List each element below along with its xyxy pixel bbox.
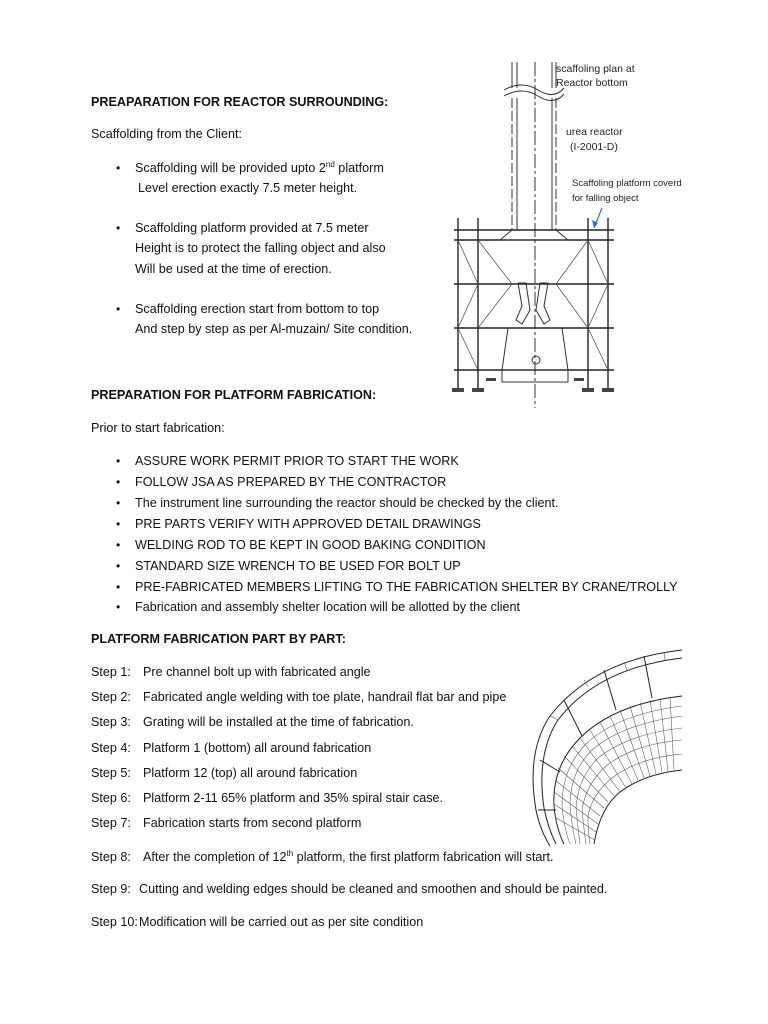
scaffolding-diagram (452, 58, 682, 414)
prior-item: PRE-FABRICATED MEMBERS LIFTING TO THE FABRICATION SHELTER BY CRANE/TROLLY (135, 580, 678, 594)
step-item: Step 2: Fabricated angle welding with toe plate, handrail flat bar and pipe (91, 690, 507, 704)
step-item-9: Step 9: Cutting and welding edges should be cleaned and smoothen and should be painted. (91, 882, 608, 896)
bullet-dot: • (116, 559, 121, 573)
bullet-dot: • (116, 580, 121, 594)
bullet-dot: • (116, 454, 121, 468)
bullet-2-line-3: Will be used at the time of erection. (135, 262, 332, 276)
prior-item: PRE PARTS VERIFY WITH APPROVED DETAIL DRAWINGS (135, 517, 481, 531)
bullet-dot: • (116, 496, 121, 510)
label-plan-line-2: Reactor bottom (556, 77, 628, 89)
label-reactor-line-2: (I-2001-D) (570, 141, 618, 153)
label-cover-line-2: for falling object (572, 193, 639, 204)
step-item: Step 5: Platform 12 (top) all around fabrication (91, 766, 358, 780)
label-cover-line-1: Scaffoling platform coverd (572, 178, 682, 189)
step-item: Step 3: Grating will be installed at the time of fabrication. (91, 715, 414, 729)
section-heading-part-by-part: PLATFORM FABRICATION PART BY PART: (91, 632, 346, 646)
section-heading-fabrication: PREPARATION FOR PLATFORM FABRICATION: (91, 388, 377, 402)
bullet-dot: • (116, 475, 121, 489)
label-plan-line-1: scaffoling plan at (556, 63, 635, 75)
prior-item: The instrument line surrounding the reactor should be checked by the client. (135, 496, 559, 510)
step-item: Step 7: Fabrication starts from second platform (91, 816, 362, 830)
bullet-1-line-2: Level erection exactly 7.5 meter height. (138, 181, 358, 195)
section-heading-reactor: PREAPARATION FOR REACTOR SURROUNDING: (91, 95, 389, 109)
step-item: Step 4: Platform 1 (bottom) all around fabrication (91, 741, 372, 755)
bullet-2-line-1: Scaffolding platform provided at 7.5 meter (135, 221, 369, 235)
prior-item: WELDING ROD TO BE KEPT IN GOOD BAKING CONDITION (135, 538, 486, 552)
step-item: Step 1: Pre channel bolt up with fabricated angle (91, 665, 371, 679)
bullet-dot: • (116, 600, 121, 614)
prior-item: STANDARD SIZE WRENCH TO BE USED FOR BOLT UP (135, 559, 461, 573)
step-item-10: Step 10:Modification will be carried out as per site condition (91, 915, 424, 929)
prior-item: ASSURE WORK PERMIT PRIOR TO START THE WORK (135, 454, 459, 468)
step-item: Step 6: Platform 2-11 65% platform and 35% spiral stair case. (91, 791, 444, 805)
bullet-dot: • (116, 538, 121, 552)
subheading-scaffolding: Scaffolding from the Client: (91, 127, 242, 141)
platform-grating-diagram (524, 640, 686, 850)
subheading-prior-to-start: Prior to start fabrication: (91, 421, 225, 435)
bullet-1-line-1: Scaffolding will be provided upto 2nd platform (135, 160, 384, 175)
bullet-3-line-2: And step by step as per Al-muzain/ Site condition. (135, 322, 413, 336)
bullet-dot: • (116, 302, 121, 316)
bullet-dot: • (116, 517, 121, 531)
bullet-dot: • (116, 161, 121, 175)
prior-item: Fabrication and assembly shelter location will be allotted by the client (135, 600, 521, 614)
bullet-2-line-2: Height is to protect the falling object and also (135, 241, 386, 255)
step-item-8: Step 8: After the completion of 12th platform, the first platform fabrication will start. (91, 849, 554, 864)
prior-item: FOLLOW JSA AS PREPARED BY THE CONTRACTOR (135, 475, 447, 489)
bullet-dot: • (116, 221, 121, 235)
bullet-3-line-1: Scaffolding erection start from bottom to top (135, 302, 380, 316)
label-reactor-line-1: urea reactor (566, 126, 623, 138)
